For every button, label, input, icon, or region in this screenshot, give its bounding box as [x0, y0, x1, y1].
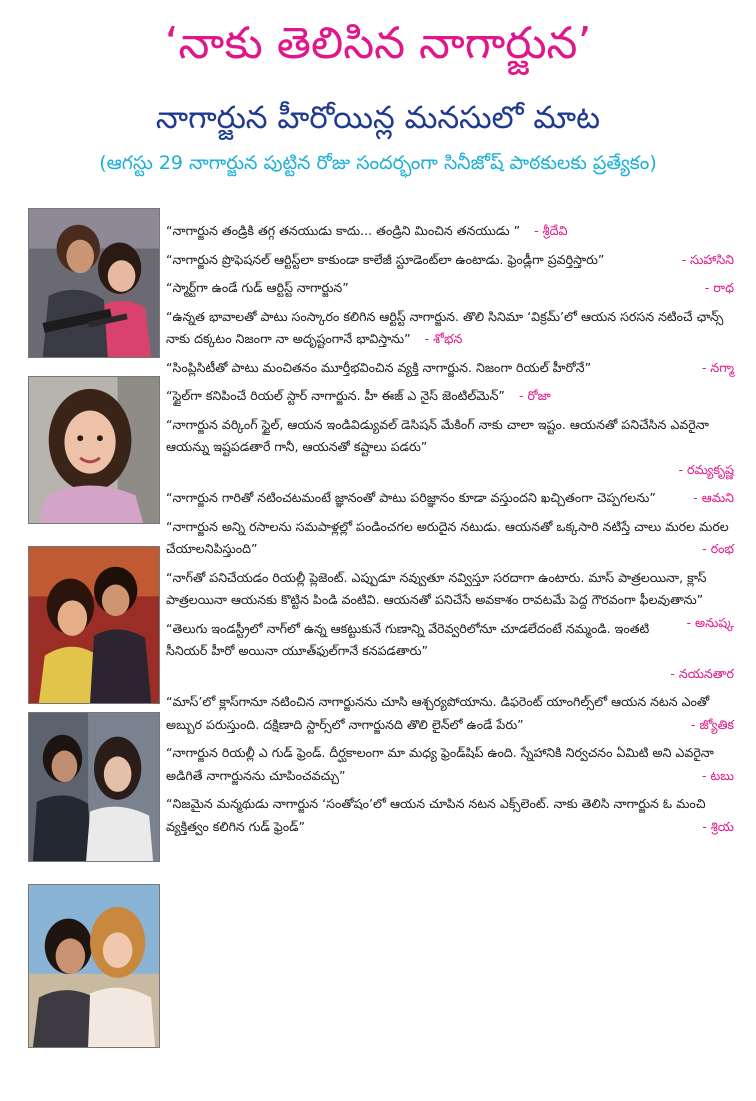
quote-author: - శోభన	[424, 331, 463, 346]
quote-ramyakrishna	[166, 414, 734, 482]
quote-nayanthara	[166, 618, 734, 686]
quote-sridevi	[166, 220, 734, 243]
quote-text: “ఉన్నత భావాలతో పాటు సంస్కారం కలిగిన ఆర్టిస్ట్ నాగార్జున. తొలి సినిమా ‘విక్రమ్’లో ఆయన సరసన నటించే ఛాన్స్ నాకు దక్కటం నిజంగా నా అదృష్టంగానే భావిస్తాను”	[166, 308, 724, 346]
quotes-list	[166, 214, 734, 838]
quote-anushka	[166, 567, 734, 630]
quote-text: “నిజమైన మన్మథుడు నాగార్జున ‘సంతోషం’లో ఆయన చూపిన నటన ఎక్స్‌లెంట్. నాకు తెలిసి నాగార్జున ఓ మంచి వ్యక్తిత్వం కలిగిన గుడ్ ఫ్రెండ్”	[166, 796, 706, 834]
article-title: ‘నాకు తెలిసిన నాగార్జున’	[164, 18, 592, 69]
quote-text: “స్టైల్‌గా కనిపించే రియల్ స్టార్ నాగార్జున. హీ ఈజ్ ఎ నైస్ జెంటిల్‌మెన్”	[166, 388, 505, 403]
quote-text: “నాగ్‌తో పనిచేయడం రియల్లీ ప్లెజెంట్. ఎప్పుడూ నవ్వుతూ నవ్విస్తూ సరదాగా ఉంటారు. మాస్ పాత్రలయినా, క్లాస్ పాత్రలయినా ఆయనకు కొట్టిన పిండి వంటివి. ఆయనతో పనిచేసే అవకాశం రావటమే పెద్ద గౌరవంగా ఫీలవుతాను”	[166, 569, 707, 607]
quote-author: - టబు	[701, 767, 734, 783]
quote-author: - నగ్మా	[701, 359, 734, 375]
quote-author: - ఆమని	[693, 490, 734, 505]
photo-couple-dance	[28, 546, 160, 704]
quote-author: - రంభ	[702, 541, 734, 556]
quote-text: “తెలుగు ఇండస్ట్రీలో నాగ్‌లో ఉన్న ఆకట్టుకునే గుణాన్ని వేరెవ్వరిలోనూ చూడలేదంటే నమ్మండి. ఇంతటి సీనియర్ హీరో అయినా యూత్‌ఫుల్‌గానే కనపడతారు”	[166, 620, 650, 658]
quote-text: “స్మార్ట్‌గా ఉండే గుడ్ ఆర్టిస్ట్ నాగార్జున”	[166, 280, 349, 295]
photo-couple-outdoor	[28, 884, 160, 1048]
quote-text: “నాగార్జున ప్రొఫెషనల్ ఆర్టిస్ట్‌లా కాకుండా కాలేజీ స్టూడెంట్‌లా ఉంటాడు. ఫ్రెండ్లీగా ప్రవర్తిస్తారు”	[166, 251, 605, 267]
quote-shobhana	[166, 306, 734, 351]
photo-heroine-portrait	[28, 376, 160, 524]
article-tagline: (ఆగస్టు 29 నాగార్జున పుట్టిన రోజు సందర్భంగా సినీజోష్ పాఠకులకు ప్రత్యేకం)	[99, 152, 657, 174]
quote-text: “మాస్’లో క్లాస్‌గానూ నటించిన నాగార్జునను చూసి ఆశ్చర్యపోయాను. డిఫరెంట్ యాంగిల్స్‌లో ఆయన నటన ఎంతో అబ్బుర పరుస్తుంది. దక్షిణాది స్టార్స్‌లో నాగార్జునది తొలి లైన్‌లో ఉండే పేరు”	[166, 694, 710, 732]
photo-nagarjuna-sridevi	[28, 208, 160, 358]
quote-author: - రాధ	[704, 280, 734, 295]
quote-roja	[166, 385, 734, 408]
quote-author: - అనుష్క	[686, 614, 734, 630]
quote-suhasini	[166, 249, 734, 272]
quote-jyothika	[166, 691, 734, 736]
quote-nagma	[166, 357, 734, 380]
quote-author: - జ్యోతిక	[690, 716, 734, 732]
photo-couple-drama	[28, 712, 160, 862]
quote-text: “సింప్లిసిటీతో పాటు మంచితనం మూర్తీభవించిన వ్యక్తి నాగార్జున. నిజంగా రియల్ హీరోనే”	[166, 359, 592, 375]
quote-author: - రోజా	[518, 388, 551, 403]
quote-text: “నాగార్జున తండ్రికి తగ్గ తనయుడు కాదు... తండ్రిని మించిన తనయుడు ”	[166, 223, 521, 238]
quote-shriya	[166, 793, 734, 838]
quote-radha	[166, 277, 734, 300]
quote-amani	[166, 487, 734, 510]
quote-author: - రమ్యకృష్ణ	[678, 461, 734, 477]
quote-text: “నాగార్జున రియల్లీ ఎ గుడ్ ఫ్రెండ్. దీర్ఘకాలంగా మా మధ్య ఫ్రెండ్‌షిప్ ఉంది. స్నేహానికి నిర్వచనం ఏమిటి అని ఎవరైనా అడిగితే నాగార్జునను చూపించవచ్చు”	[166, 745, 714, 783]
quote-text: “నాగార్జున వర్కింగ్ స్టైల్, ఆయన ఇండివిడ్యువల్ డెసిషన్ మేకింగ్ నాకు చాలా ఇష్టం. ఆయనతో పనిచేసిన ఎవరైనా ఆయన్ను ఇష్టపడతారే గానీ, ఆయనతో కష్టాలు పడరు”	[166, 416, 709, 454]
quote-author: - నయనతార	[670, 665, 734, 681]
quote-author: - శ్రియ	[702, 818, 734, 834]
quote-rambha	[166, 516, 734, 561]
quote-author: - సుహాసిని	[681, 251, 734, 267]
quote-author: - శ్రీదేవి	[534, 223, 568, 238]
quote-tabu	[166, 742, 734, 787]
quote-text: “నాగార్జున గారితో నటించటమంటే జ్ఞానంతో పాటు పరిజ్ఞానం కూడా వస్తుందని ఖచ్చితంగా చెప్పగలను”	[166, 490, 656, 505]
quote-text: “నాగార్జున అన్ని రసాలను సమపాళ్లల్లో పండించగల అరుదైన నటుడు. ఆయనతో ఒక్కసారి నటిస్తే చాలు మరల మరల చేయాలనిపిస్తుంది”	[166, 518, 729, 556]
article-subtitle: నాగార్జున హీరోయిన్ల మనసులో మాట	[155, 100, 601, 136]
